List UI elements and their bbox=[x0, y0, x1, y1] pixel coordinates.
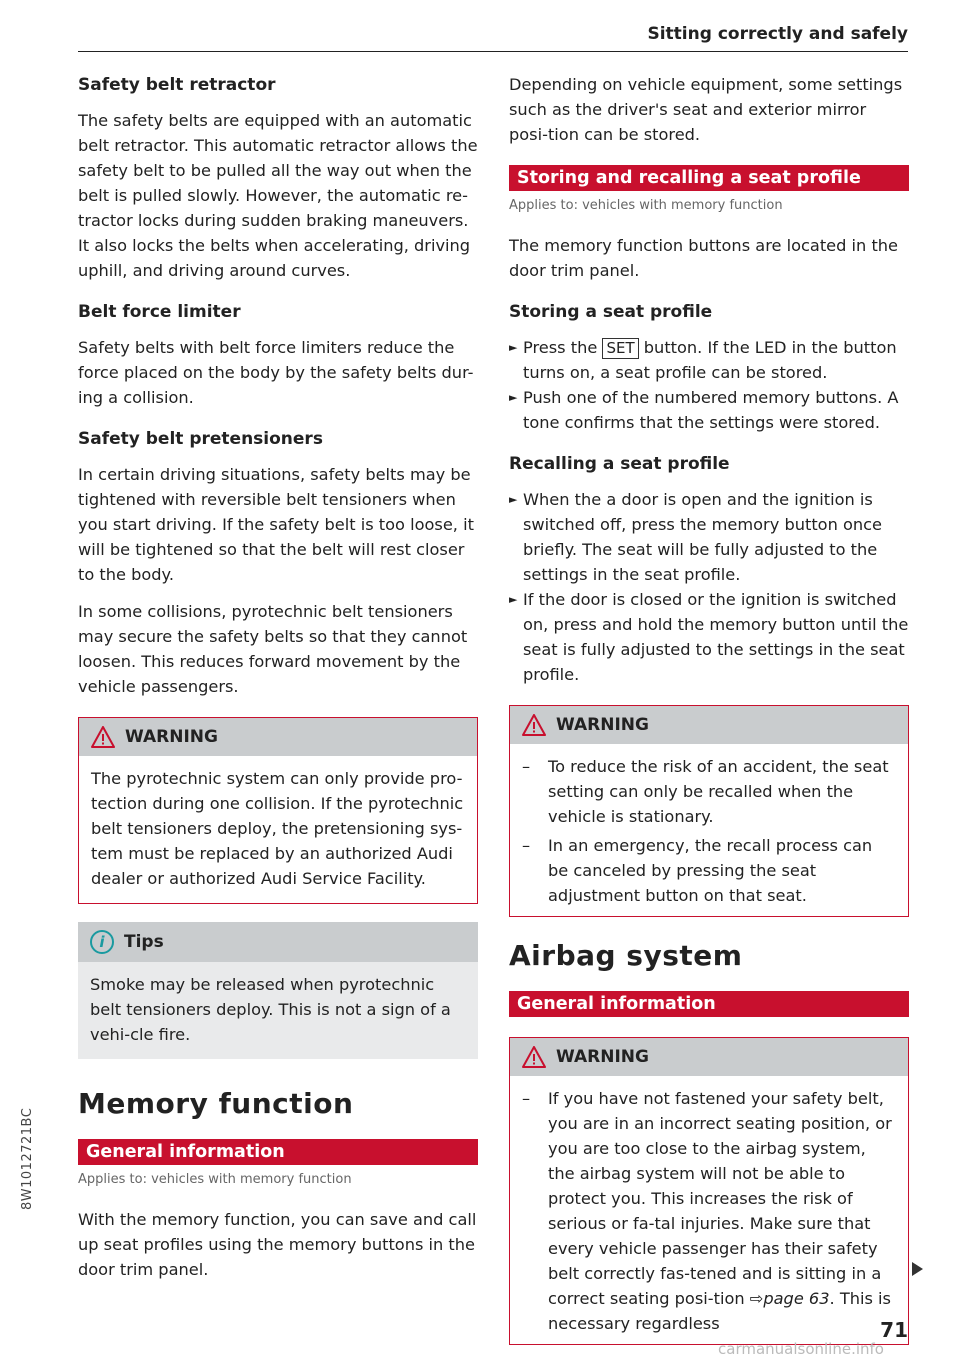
memory-general-info-bar: General information bbox=[78, 1139, 478, 1165]
watermark-text: carmanualsonline.info bbox=[718, 1340, 884, 1358]
recalling-heading: Recalling a seat profile bbox=[509, 454, 730, 474]
bullet-arrow-icon: ► bbox=[509, 593, 518, 606]
storing-recalling-bar: Storing and recalling a seat profile bbox=[509, 165, 909, 191]
running-head: Sitting correctly and safely bbox=[647, 24, 908, 44]
document-code: 8W1012721BC bbox=[20, 1107, 35, 1210]
list-item: – If you have not fastened your safety belt, you are in an incorrect seating position, or you are too close to the airbag system, the airbag system will not be able to protect you. This increases the risk of serious or fa-tal injuries. Make sure that every vehicle passenger has their safety belt correctly fas-tened and is sitting in a correct seating posi-tion ⇨page 63. This is necessary regardless bbox=[522, 1089, 892, 1333]
list-item: ► When the a door is open and the ignition is switched off, press the memory button once briefly. The seat will be fully adjusted to the settings in the seat profile. bbox=[509, 487, 909, 587]
list-item: ► Press the SET button. If the LED in the button turns on, a seat profile can be stored. bbox=[509, 335, 909, 385]
pretensioners-heading: Safety belt pretensioners bbox=[78, 429, 323, 449]
warning-header bbox=[79, 718, 477, 756]
tips-text: Smoke may be released when pyrotechnic belt tensioners deploy. This is not a sign of a vehi-cle fire. bbox=[90, 975, 451, 1044]
warning-list bbox=[522, 1086, 896, 1336]
recalling-steps bbox=[509, 487, 909, 687]
page-reference-link[interactable]: page 63 bbox=[763, 1289, 830, 1308]
pretensioners-text-2: In some collisions, pyrotechnic belt tensioners may secure the safety belts so that they cannot loosen. This reduces forward movement by the vehicle passengers. bbox=[78, 602, 468, 696]
page-reference-arrow-icon: ⇨ bbox=[749, 1289, 764, 1308]
bullet-arrow-icon: ► bbox=[509, 493, 518, 506]
memory-applies-note: Applies to: vehicles with memory function bbox=[78, 1172, 352, 1187]
pretensioners-text-1: In certain driving situations, safety belts may be tightened with reversible belt tensioners when you start driving. If the safety belt is too loose, it will be tightened so that the belt will rest closer to the body. bbox=[78, 465, 474, 584]
memory-function-heading: Memory function bbox=[78, 1087, 354, 1120]
warning-text: The pyrotechnic system can only provide pro-tection during one collision. If the pyrotechnic belt tensioners deploy, the pretensioning sys-tem must be replaced by an authorized Audi dealer or authorized Audi Service Facility. bbox=[91, 769, 464, 888]
storing-applies-note: Applies to: vehicles with memory function bbox=[509, 198, 783, 213]
warning-title: WARNING bbox=[125, 727, 218, 747]
limiter-text: Safety belts with belt force limiters reduce the force placed on the body by the safety belts dur-ing a collision. bbox=[78, 338, 474, 407]
retractor-text: The safety belts are equipped with an automatic belt retractor. This automatic retractor allows the safety belt to be pulled all the way out when the belt is pulled slowly. However, the automatic re-tractor locks during sudden braking maneuvers. It also locks the belts when accelerating, driving uphill, and driving around curves. bbox=[78, 111, 478, 280]
airbag-system-heading: Airbag system bbox=[509, 939, 743, 972]
warning-title: WARNING bbox=[556, 1047, 649, 1067]
list-item: ► If the door is closed or the ignition is switched on, press and hold the memory button until the seat is fully adjusted to the settings in the seat profile. bbox=[509, 587, 909, 687]
warning-body bbox=[510, 744, 908, 916]
warning-list bbox=[522, 754, 896, 908]
left-column bbox=[78, 72, 478, 1294]
retractor-heading: Safety belt retractor bbox=[78, 75, 276, 95]
warning-body bbox=[79, 756, 477, 903]
tips-body bbox=[78, 962, 478, 1059]
right-column bbox=[509, 72, 909, 1359]
bullet-arrow-icon: ► bbox=[509, 391, 518, 404]
warning-header bbox=[510, 1038, 908, 1076]
warning-triangle-icon bbox=[522, 714, 546, 736]
continue-arrow-icon bbox=[912, 1262, 923, 1276]
limiter-heading: Belt force limiter bbox=[78, 302, 241, 322]
list-item: ► Push one of the numbered memory buttons. A tone confirms that the settings were stored. bbox=[509, 385, 909, 435]
set-key-label: SET bbox=[602, 338, 638, 359]
warning-header bbox=[510, 706, 908, 744]
memory-intro: Depending on vehicle equipment, some settings such as the driver's seat and exterior mirror posi-tion can be stored. bbox=[509, 75, 903, 144]
bullet-arrow-icon: ► bbox=[509, 341, 518, 354]
storing-steps bbox=[509, 335, 909, 435]
airbag-general-info-bar: General information bbox=[509, 991, 909, 1017]
page-number: 71 bbox=[880, 1318, 908, 1342]
warning-box-recall bbox=[509, 705, 909, 917]
warning-title: WARNING bbox=[556, 715, 649, 735]
warning-box-pyrotechnic bbox=[78, 717, 478, 904]
tips-box bbox=[78, 922, 478, 1059]
list-item: – To reduce the risk of an accident, the seat setting can only be recalled when the vehicle is stationary. bbox=[522, 757, 889, 826]
buttons-location-text: The memory function buttons are located in the door trim panel. bbox=[509, 236, 899, 280]
list-item: – In an emergency, the recall process can be canceled by pressing the seat adjustment button on that seat. bbox=[522, 836, 873, 905]
warning-triangle-icon bbox=[522, 1046, 546, 1068]
tips-title: Tips bbox=[124, 932, 164, 952]
warning-triangle-icon bbox=[91, 726, 115, 748]
header-rule bbox=[78, 51, 908, 52]
warning-body bbox=[510, 1076, 908, 1344]
memory-text: With the memory function, you can save and call up seat profiles using the memory buttons in the door trim panel. bbox=[78, 1210, 477, 1279]
tips-header bbox=[78, 922, 478, 962]
storing-heading: Storing a seat profile bbox=[509, 302, 713, 322]
info-icon: i bbox=[90, 930, 114, 954]
warning-box-airbag bbox=[509, 1037, 909, 1345]
